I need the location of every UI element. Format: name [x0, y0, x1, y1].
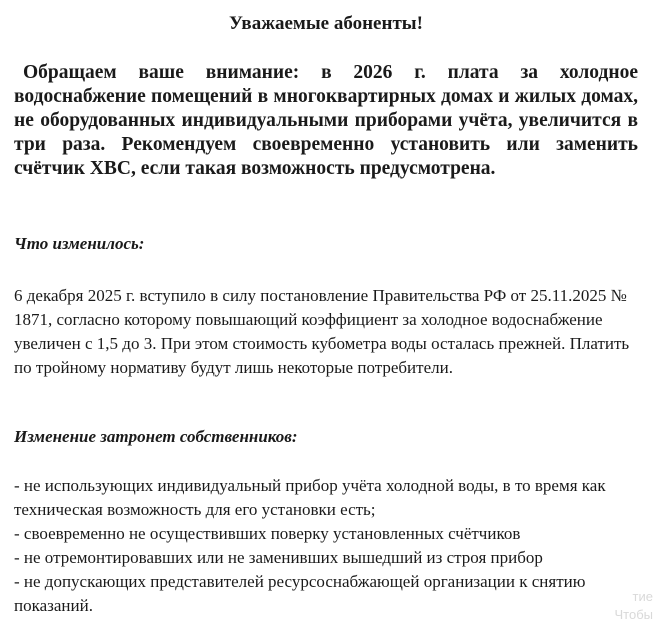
watermark-line: тие: [632, 589, 653, 604]
affected-owners-list: [14, 474, 638, 618]
list-item: - не допускающих представителей ресурсоснабжающей организации к снятию показаний.: [14, 572, 586, 615]
what-changed-heading: Что изменилось:: [14, 234, 145, 253]
faded-watermark: [593, 588, 653, 624]
what-changed-paragraph: 6 декабря 2025 г. вступило в силу постановление Правительства РФ от 25.11.2025 № 1871, согласно которому повышающий коэффициент за холодное водоснабжение увеличен с 1,5 до 3. При этом стоимость кубометра воды осталась прежней. Платить по тройному нормативу будут лишь некоторые потребители.: [14, 286, 630, 377]
affected-owners-heading: Изменение затронет собственников:: [14, 427, 298, 446]
watermark-line: Чтобы: [614, 607, 653, 622]
list-item: - не использующих индивидуальный прибор учёта холодной воды, в то время как техническая возможность для его установки есть;: [14, 476, 606, 519]
list-item: - своевременно не осуществивших поверку установленных счётчиков: [14, 524, 521, 543]
list-item: - не отремонтировавших или не заменивших вышедший из строя прибор: [14, 548, 543, 567]
notice-title: Уважаемые абоненты!: [229, 13, 423, 34]
intro-paragraph: Обращаем ваше внимание: в 2026 г. плата за холодное водоснабжение помещений в многоквартирных домах и жилых домах, не оборудованных индивидуальными приборами учёта, увеличится в три раза. Рекомендуем своевременно установить или заменить счётчик ХВС, если такая возможность предусмотрена.: [14, 62, 638, 179]
